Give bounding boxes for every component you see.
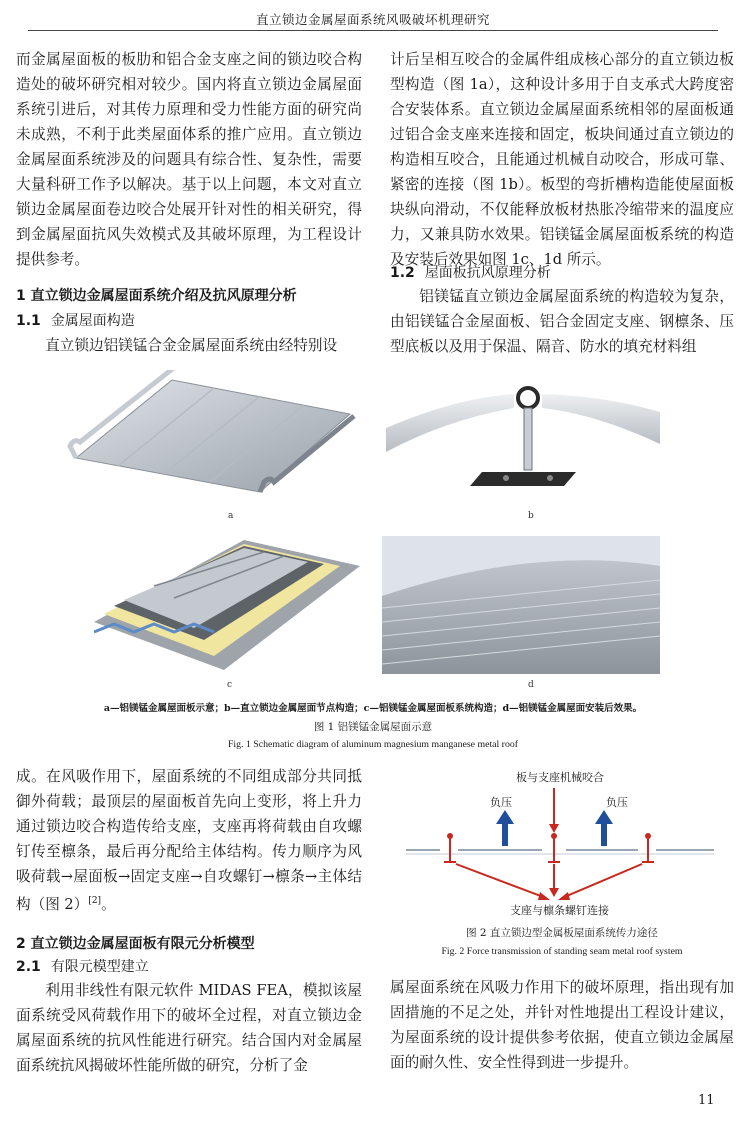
section-1-1-number: 1.1 [16,313,41,329]
photo-a-roof-panel [54,370,370,502]
section-1-2-heading [390,262,551,284]
figure-2-caption-zh: 图 2 直立锁边型金属板屋面系统传力途径 [466,927,658,939]
section-1-1-heading [16,310,135,332]
photo-b-seam-joint [386,368,660,500]
header-rule [28,30,718,31]
figure-2-label-suction-right: 负压 [606,796,628,809]
seam-clip-right [642,833,654,862]
left-paragraph-3-text: 成。在风吸作用下，屋面系统的不同组成部分共同抵御外荷载；最顶层的屋面板首先向上变形，将上升力通过锁边咬合构造传给支座，支座再将荷载由自攻螺钉传至檩条，最后再分配给主体结构。传力顺序为风吸荷载→屋面板→固定支座→自攻螺钉→檩条→主体结构（图 2） [16,768,362,913]
section-2-1-number: 2.1 [16,959,41,975]
section-2-1-heading [16,956,149,978]
left-paragraph-3-end: 。 [101,895,116,913]
figure-2-label-screw: 支座与檩条螺钉连接 [510,904,609,917]
suction-arrow-left [496,810,514,846]
running-title: 直立锁边金属屋面系统风吸破坏机理研究 [255,12,490,27]
section-2-1-title: 有限元模型建立 [50,959,149,975]
arrow-to-clip-interlock [549,788,559,833]
arrows-to-screw-connection [456,864,642,900]
right-paragraph-1: 计后呈相互咬合的金属件组成核心部分的直立锁边板型构造（图 1a），这种设计多用于自支承式大跨度密合安装体系。直立锁边金属屋面系统相邻的屋面板通过铝合金支座来连接和固定，板块间通过直立锁边的构造相互咬合，且能通过机械自动咬合，形成可靠、紧密的连接（图 1b）。板型的弯折槽构造能使屋面板块纵向滑动，不仅能释放板材热胀冷缩带来的温度应力，又兼具防水效果。铝镁锰金属屋面板系统的构造及安装后效果如图 1c、1d 所示。 [390,51,734,268]
left-paragraph-2: 直立锁边铝镁锰合金金属屋面系统由经特别设 [45,337,338,354]
section-2-title: 2 直立锁边金属屋面板有限元分析模型 [16,936,255,952]
figure-1-caption-en: Fig. 1 Schematic diagram of aluminum magnesium manganese metal roof [227,739,519,750]
sublabel-d: d [528,680,534,690]
seam-clip-left [444,833,456,862]
left-paragraph-3 [16,764,362,917]
figure-1-caption-zh: 图 1 铝镁锰金属屋面示意 [313,721,433,733]
left-paragraph-1: 而金属屋面板的板肋和铝合金支座之间的锁边咬合构造处的破坏研究相对较少。国内将直立锁边金属屋面系统引进后，对其传力原理和受力性能方面的研究尚未成熟，不利于此类屋面体系的推广应用。直立锁边金属屋面系统涉及的问题具有综合性、复杂性，需要大量科研工作予以解决。基于以上问题，本文对直立锁边金属屋面卷边咬合处展开针对性的相关研究，得到金属屋面抗风失效模式及其破坏原理，为工程设计提供参考。 [16,51,362,268]
figure-2-label-interlock: 板与支座机械咬合 [516,771,604,784]
suction-arrow-right [595,810,613,846]
seam-clip-middle [548,833,560,862]
figure-2-diagram [400,766,720,916]
right-paragraph-3: 属屋面系统在风吸力作用下的破坏原理，指出现有加固措施的不足之处，并针对性地提出工程设计建议，为屋面系统的设计提供参考依据，使直立锁边金属屋面的耐久性、安全性得到进一步提升。 [390,979,734,1071]
page-number: 11 [698,1093,715,1108]
sublabel-c: c [227,680,233,690]
section-1-1-title: 金属屋面构造 [50,313,135,329]
section-1-2-title: 屋面板抗风原理分析 [424,265,551,281]
right-paragraph-2: 铝镁锰直立锁边金属屋面系统的构造较为复杂，由铝镁锰合金屋面板、铝合金固定支座、钢檩条、压型底板以及用于保温、隔音、防水的填充材料组 [390,288,734,355]
photo-d-installed-roof [382,536,660,674]
figure-1-legend: a—铝镁锰金属屋面板示意；b—直立锁边金属屋面节点构造；c—铝镁锰金属屋面板系统构造；d—铝镁锰金属屋面安装后效果。 [103,703,643,714]
figure-2-caption-en: Fig. 2 Force transmission of standing seam metal roof system [441,946,683,957]
sublabel-b: b [528,511,534,521]
figure-2-label-suction-left: 负压 [490,796,512,809]
left-paragraph-4: 利用非线性有限元软件 MIDAS FEA，模拟该屋面系统受风荷载作用下的破坏全过程，对直立锁边金属屋面系统的抗风性能进行研究。结合国内对金属屋面系统抗风揭破坏性能所做的研究，分析了金 [16,982,362,1074]
sublabel-a: a [228,511,234,521]
photo-c-system-layers [94,536,360,676]
section-1-2-number: 1.2 [390,265,415,281]
citation-2: [2] [88,896,102,906]
section-1-title: 1 直立锁边金属屋面系统介绍及抗风原理分析 [16,288,297,304]
